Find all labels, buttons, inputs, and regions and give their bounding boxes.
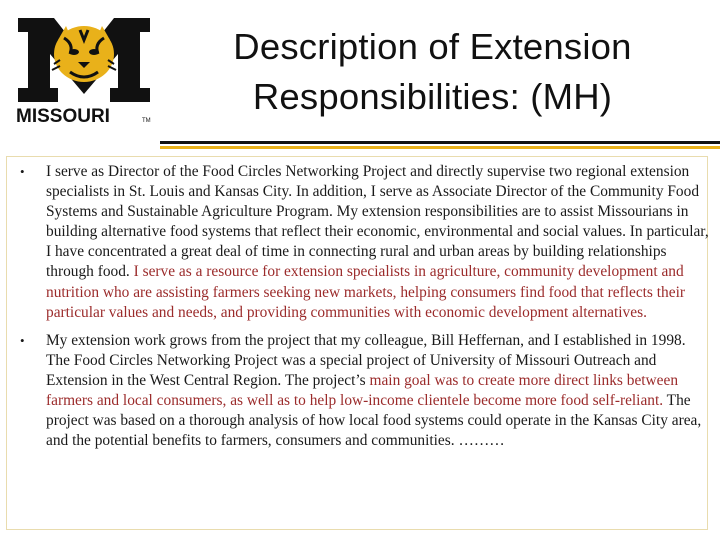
missouri-tiger-logo: [14, 10, 154, 128]
title-line-1: Description of Extension: [233, 26, 632, 67]
bullet-icon: •: [20, 332, 25, 348]
bullet-2-text-end: The project was based on a thorough analysis of how local food systems could operate in the Kansas City area, and the potential benefits to farmers, consumers and communities. ………: [46, 392, 702, 450]
title-divider-black: [160, 141, 720, 144]
bullet-list: [20, 162, 710, 459]
bullet-icon: •: [20, 164, 25, 179]
logo-trademark: TM: [142, 118, 151, 124]
bullet-2-highlight: main goal was to create more direct links between farmers and local consumers, as well as to help low-income clientele become more food self-reliant.: [46, 371, 679, 410]
title-divider-gold: [160, 146, 720, 149]
bullet-1-highlight: I serve as a resource for extension specialists in agriculture, community development and nutrition who are assisting farmers seeking new markets, helping consumers find food that reflects their particular values and needs, and providing communities with economic development alternatives.: [46, 263, 685, 321]
bullet-1-text: I serve as Director of the Food Circles Networking Project and directly supervise two regional extension specialists in St. Louis and Kansas City. In addition, I serve as Associate Director of the Community Food Systems and Sustainable Agriculture Program. My extension responsibilities are to assist Missourians in building alternative food systems that reflect their economic, environmental and social values. In particular, I have concentrated a great deal of time in connecting rural and urban areas by building relationships through food.: [46, 163, 709, 281]
bullet-2-text: My extension work grows from the project that my colleague, Bill Heffernan, and I established in 1998. The Food Circles Networking Project was a special project of University of Missouri Outreach and Extension in the West Central Region. The project’s: [46, 331, 686, 389]
slide-title: [160, 22, 705, 122]
title-line-2: Responsibilities: (MH): [252, 76, 613, 117]
bullet-item-2: [20, 331, 710, 452]
logo-wordmark: MISSOURI: [16, 106, 110, 127]
bullet-item-1: [20, 162, 710, 323]
